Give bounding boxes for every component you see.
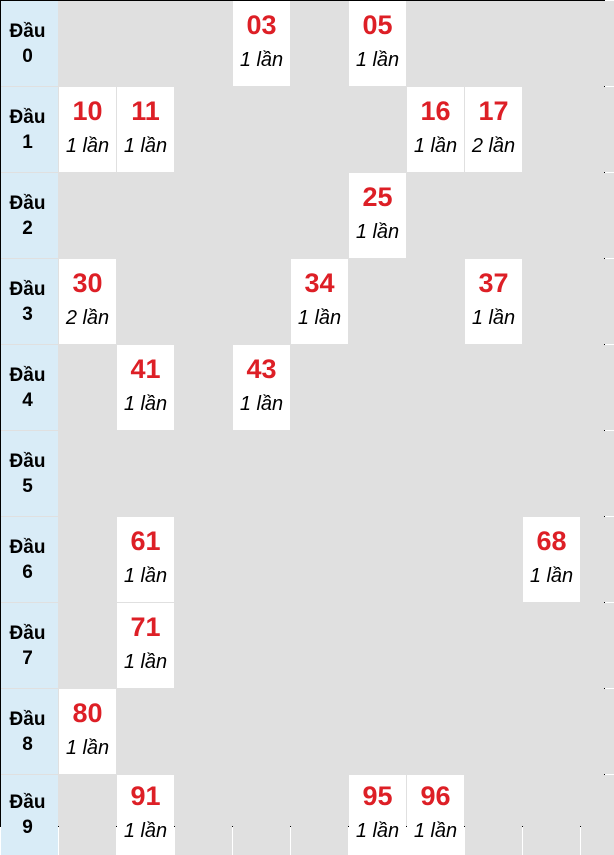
occurrence-count: 1 lần: [355, 48, 400, 71]
empty-cell: [407, 345, 464, 430]
empty-cell: [291, 431, 348, 516]
row-trailing-cell: [581, 87, 614, 172]
empty-cell: [349, 517, 406, 602]
empty-cell: [407, 431, 464, 516]
occurrence-count: 1 lần: [355, 820, 400, 842]
row-header-0: [1, 1, 58, 86]
number-value: 71: [130, 611, 161, 642]
row-header-digit: 6: [22, 561, 33, 583]
row-trailing-cell: [581, 775, 614, 855]
empty-cell: [117, 689, 174, 774]
empty-cell: [465, 689, 522, 774]
row-header-6: [1, 517, 58, 602]
empty-cell: [349, 259, 406, 344]
empty-cell: [523, 775, 580, 855]
row-header-5: [1, 431, 58, 516]
empty-cell: [175, 173, 232, 258]
occurrence-count: 1 lần: [123, 392, 168, 415]
row-trailing-cell: [581, 517, 614, 602]
row-header-label: Đầu: [9, 278, 46, 300]
empty-cell: [175, 603, 232, 688]
row-header-digit: 8: [22, 733, 33, 755]
row-header-1: [1, 87, 58, 172]
empty-cell: [523, 173, 580, 258]
empty-cell: [523, 689, 580, 774]
empty-cell: [233, 689, 290, 774]
empty-cell: [175, 517, 232, 602]
row-header-digit: 9: [22, 817, 33, 838]
row-header-label: Đầu: [9, 792, 46, 813]
number-value: 43: [246, 353, 277, 384]
row-header-label: Đầu: [9, 192, 46, 214]
row-header-digit: 4: [22, 389, 33, 411]
number-value: 05: [362, 9, 393, 40]
number-cell: [117, 345, 174, 430]
empty-cell: [59, 431, 116, 516]
number-cell: [465, 87, 522, 172]
number-value: 16: [420, 95, 451, 126]
empty-cell: [291, 775, 348, 855]
number-value: 37: [478, 267, 509, 298]
empty-cell: [465, 603, 522, 688]
empty-cell: [291, 689, 348, 774]
number-cell: [117, 517, 174, 602]
number-value: 10: [72, 95, 103, 126]
occurrence-count: 1 lần: [123, 134, 168, 157]
occurrence-count: 1 lần: [123, 650, 168, 673]
empty-cell: [291, 603, 348, 688]
occurrence-count: 2 lần: [65, 306, 110, 329]
row-header-label: Đầu: [9, 536, 46, 558]
empty-cell: [407, 173, 464, 258]
number-cell: [117, 87, 174, 172]
empty-cell: [407, 259, 464, 344]
occurrence-count: 1 lần: [239, 392, 284, 415]
occurrence-count: 1 lần: [355, 220, 400, 243]
empty-cell: [175, 345, 232, 430]
row-header-digit: 0: [22, 45, 33, 67]
empty-cell: [59, 603, 116, 688]
number-cell: [291, 259, 348, 344]
empty-cell: [523, 603, 580, 688]
number-cell: [233, 345, 290, 430]
number-cell: [59, 259, 116, 344]
number-cell: [117, 603, 174, 688]
row-header-label: Đầu: [9, 622, 46, 644]
row-trailing-cell: [581, 603, 614, 688]
empty-cell: [465, 517, 522, 602]
empty-cell: [117, 431, 174, 516]
occurrence-count: 1 lần: [65, 736, 110, 759]
row-header-digit: 3: [22, 303, 33, 325]
row-header-label: Đầu: [9, 106, 46, 128]
row-header-digit: 5: [22, 475, 33, 497]
number-value: 96: [420, 781, 451, 811]
number-cell: [407, 775, 464, 855]
number-value: 61: [130, 525, 161, 556]
empty-cell: [523, 259, 580, 344]
empty-cell: [291, 345, 348, 430]
empty-cell: [407, 603, 464, 688]
empty-cell: [291, 173, 348, 258]
number-cell: [233, 1, 290, 86]
number-cell: [349, 775, 406, 855]
empty-cell: [117, 1, 174, 86]
empty-cell: [523, 87, 580, 172]
row-header-8: [1, 689, 58, 774]
row-header-2: [1, 173, 58, 258]
empty-cell: [465, 345, 522, 430]
empty-cell: [291, 517, 348, 602]
empty-cell: [523, 1, 580, 86]
empty-cell: [407, 689, 464, 774]
empty-cell: [59, 1, 116, 86]
empty-cell: [175, 87, 232, 172]
number-cell: [523, 517, 580, 602]
empty-cell: [349, 345, 406, 430]
number-cell: [59, 87, 116, 172]
row-header-digit: 2: [22, 217, 33, 239]
empty-cell: [523, 431, 580, 516]
row-trailing-cell: [581, 345, 614, 430]
empty-cell: [175, 1, 232, 86]
row-header-7: [1, 603, 58, 688]
row-header-label: Đầu: [9, 708, 46, 730]
row-header-label: Đầu: [9, 364, 46, 386]
empty-cell: [233, 517, 290, 602]
empty-cell: [465, 431, 522, 516]
number-cell: [465, 259, 522, 344]
empty-cell: [59, 345, 116, 430]
empty-cell: [233, 775, 290, 855]
number-cell: [349, 173, 406, 258]
empty-cell: [291, 87, 348, 172]
empty-cell: [233, 431, 290, 516]
row-trailing-cell: [581, 431, 614, 516]
empty-cell: [175, 689, 232, 774]
row-trailing-cell: [581, 1, 614, 86]
row-header-digit: 7: [22, 647, 33, 669]
occurrence-count: 1 lần: [123, 820, 168, 842]
row-header-4: [1, 345, 58, 430]
number-cell: [117, 775, 174, 855]
number-value: 11: [131, 95, 160, 126]
empty-cell: [349, 431, 406, 516]
row-trailing-cell: [581, 173, 614, 258]
number-cell: [59, 689, 116, 774]
empty-cell: [59, 173, 116, 258]
occurrence-count: 1 lần: [413, 820, 458, 842]
row-header-label: Đầu: [9, 20, 46, 42]
empty-cell: [407, 1, 464, 86]
empty-cell: [349, 603, 406, 688]
number-cell: [407, 87, 464, 172]
number-value: 91: [130, 781, 161, 811]
empty-cell: [117, 173, 174, 258]
row-trailing-cell: [581, 689, 614, 774]
empty-cell: [349, 689, 406, 774]
empty-cell: [59, 775, 116, 855]
number-value: 95: [362, 781, 393, 811]
empty-cell: [407, 517, 464, 602]
number-value: 80: [72, 697, 103, 728]
empty-cell: [349, 87, 406, 172]
occurrence-count: 1 lần: [297, 306, 342, 329]
empty-cell: [59, 517, 116, 602]
number-value: 41: [130, 353, 161, 384]
empty-cell: [233, 603, 290, 688]
occurrence-count: 1 lần: [413, 134, 458, 157]
number-value: 68: [536, 525, 567, 556]
empty-cell: [233, 259, 290, 344]
occurrence-count: 1 lần: [529, 564, 574, 587]
number-cell: [349, 1, 406, 86]
empty-cell: [233, 87, 290, 172]
empty-cell: [175, 431, 232, 516]
row-header-3: [1, 259, 58, 344]
empty-cell: [465, 775, 522, 855]
empty-cell: [523, 345, 580, 430]
empty-cell: [233, 173, 290, 258]
number-value: 30: [72, 267, 103, 298]
number-value: 25: [362, 181, 393, 212]
empty-cell: [465, 173, 522, 258]
occurrence-count: 1 lần: [471, 306, 516, 329]
empty-cell: [117, 259, 174, 344]
empty-cell: [291, 1, 348, 86]
number-value: 34: [304, 267, 335, 298]
empty-cell: [175, 775, 232, 855]
number-value: 03: [246, 9, 277, 40]
number-value: 17: [478, 95, 509, 126]
row-header-9: [1, 775, 58, 855]
row-trailing-cell: [581, 259, 614, 344]
occurrence-count: 1 lần: [65, 134, 110, 157]
occurrence-count: 1 lần: [239, 48, 284, 71]
occurrence-count: 1 lần: [123, 564, 168, 587]
empty-cell: [175, 259, 232, 344]
row-header-digit: 1: [22, 131, 33, 153]
empty-cell: [465, 1, 522, 86]
occurrence-count: 2 lần: [471, 134, 516, 157]
row-header-label: Đầu: [9, 450, 46, 472]
